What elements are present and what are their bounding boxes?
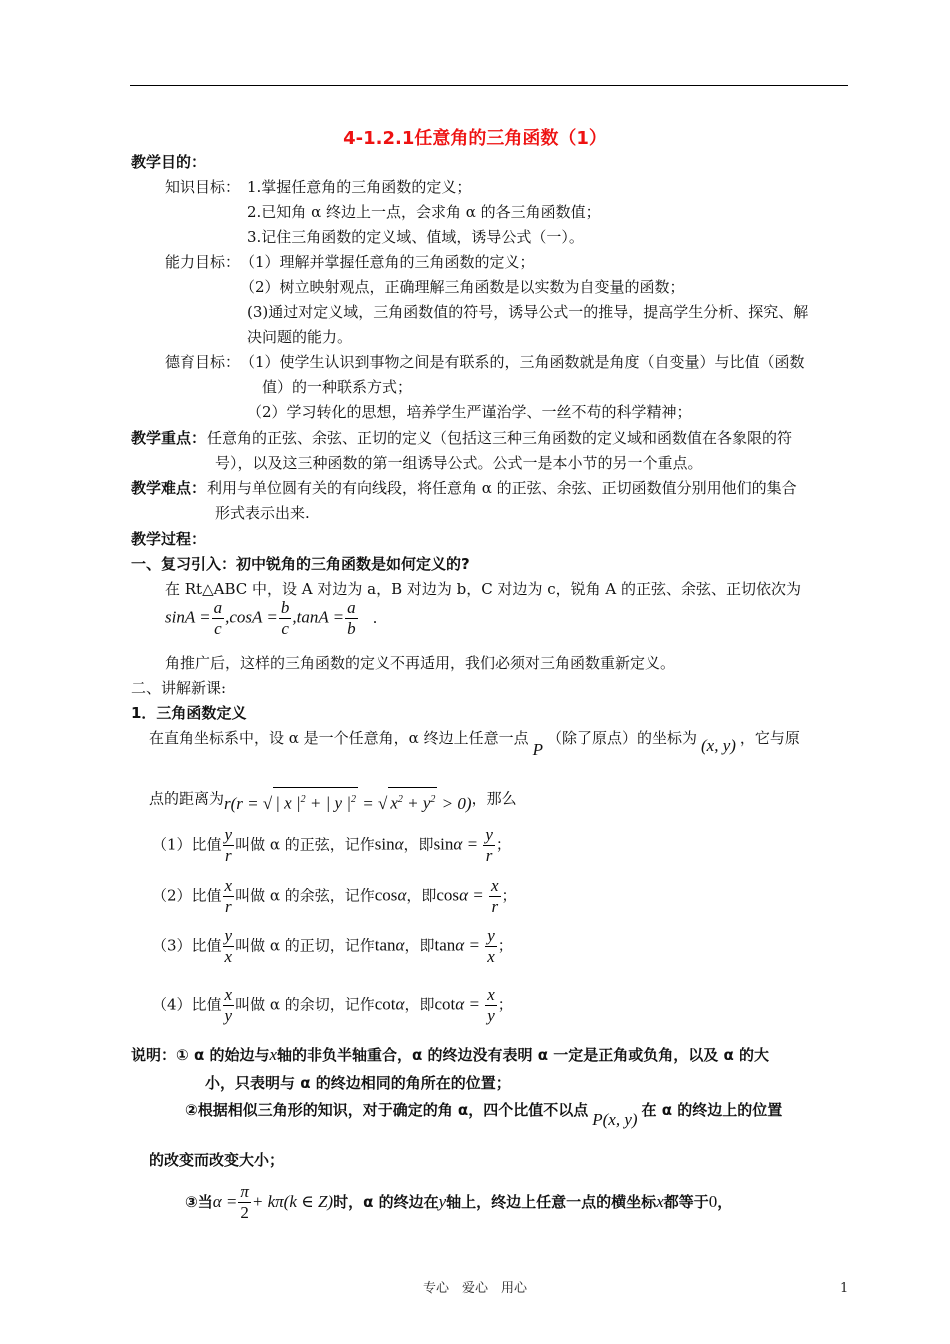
note-line: 小，只表明与 α 的终边相同的角所在的位置； bbox=[205, 1074, 511, 1092]
page-title: 4-1.2.1任意角的三角函数（1） bbox=[343, 128, 607, 149]
review-heading: 一、复习引入：初中锐角的三角函数是如何定义的? bbox=[131, 555, 470, 573]
knowledge-item: 2.已知角 α 终边上一点，会求角 α 的各三角函数值； bbox=[247, 203, 601, 221]
key-points-line: 号），以及这三种函数的第一组诱导公式。公式一是本小节的另一个重点。 bbox=[215, 454, 703, 472]
note-line: ③当α = $\frac{\pi}{2}$ + kπ(k ∈ Z)时，α 的终边在y轴上，终边上任意一点的横坐标x都等于0， bbox=[185, 1182, 733, 1222]
moral-item: 值）的一种联系方式； bbox=[262, 378, 413, 396]
knowledge-item: 1.掌握任意角的三角函数的定义； bbox=[247, 178, 472, 196]
definition-paragraph: 在直角坐标系中，设 α 是一个任意角，α 终边上任意一点P（除了原点）的坐标为 (x, y) ，它与原 bbox=[149, 729, 800, 759]
key-points-line: 任意角的正弦、余弦、正切的定义（包括这三种三角函数的定义域和函数值在各象限的符 bbox=[207, 429, 793, 447]
ability-item: (3)通过对定义域，三角函数值的符号，诱导公式一的推导，提高学生分析、探究、解 bbox=[247, 303, 809, 321]
difficulty-label: 教学难点： bbox=[131, 479, 207, 497]
moral-item: （1）使学生认识到事物之间是有联系的，三角函数就是角度（自变量）与比值（函数 bbox=[240, 353, 805, 371]
definition-item: （1）比值 $\frac{y}{r}$ 叫做 α 的正弦，记作sinα，即sinα = $\frac{y}{r}$ ； bbox=[152, 825, 511, 865]
footer-motto: 专心 爱心 用心 bbox=[422, 1281, 527, 1296]
goals-heading: 教学目的： bbox=[131, 153, 207, 171]
knowledge-label: 知识目标： bbox=[165, 178, 241, 196]
definition-item: （4）比值 $\frac{x}{y}$ 叫做 α 的余切，记作cotα，即cotα = $\frac{x}{y}$ ； bbox=[152, 985, 513, 1025]
ability-label: 能力目标： bbox=[165, 253, 241, 271]
process-heading: 教学过程： bbox=[131, 530, 207, 548]
moral-label: 德育目标： bbox=[165, 353, 241, 371]
difficulty-line: 形式表示出来. bbox=[215, 504, 310, 522]
moral-item: （2）学习转化的思想，培养学生严谨治学、一丝不苟的科学精神； bbox=[247, 403, 692, 421]
difficulty-line: 利用与单位圆有关的有向线段，将任意角 α 的正弦、余弦、正切函数值分别用他们的集合 bbox=[207, 479, 797, 497]
trig-ratio-formula: sinA = $\frac{a}{c}$ ,cosA = $\frac{b}{c}$ ,tanA = $\frac{a}{b}$ . bbox=[165, 598, 378, 638]
review-paragraph: 在 Rt△ABC 中，设 A 对边为 a，B 对边为 b，C 对边为 c，锐角 A 的正弦、余弦、正切依次为 bbox=[165, 580, 802, 598]
definition-item: （2）比值 $\frac{x}{r}$ 叫做 α 的余弦，记作cosα，即cosα = $\frac{x}{r}$ ； bbox=[152, 876, 517, 916]
definition-item: （3）比值 $\frac{y}{x}$ 叫做 α 的正切，记作tanα，即tanα = $\frac{y}{x}$ ； bbox=[152, 926, 513, 966]
ability-item: 决问题的能力。 bbox=[247, 328, 353, 346]
note-line: 的改变而改变大小； bbox=[149, 1151, 285, 1169]
knowledge-item: 3.记住三角函数的定义域、值域，诱导公式（一）。 bbox=[247, 228, 584, 246]
review-paragraph: 角推广后，这样的三角函数的定义不再适用，我们必须对三角函数重新定义。 bbox=[165, 654, 676, 672]
note-line: 说明：① α 的始边与x轴的非负半轴重合，α 的终边没有表明 α 一定是正角或负角，以及 α 的大 bbox=[131, 1045, 770, 1064]
new-lesson-heading: 二、讲解新课: bbox=[131, 679, 227, 697]
definition-subheading: 1．三角函数定义 bbox=[131, 704, 247, 722]
key-points-label: 教学重点： bbox=[131, 429, 207, 447]
ability-item: （2）树立映射观点，正确理解三角函数是以实数为自变量的函数； bbox=[240, 278, 685, 296]
distance-paragraph: 点的距离为r(r = √ | x $|^2$ + | y $|^2$ = √ $x^2 + y^2 > 0$)，那么 bbox=[149, 782, 517, 811]
page-number: 1 bbox=[840, 1281, 849, 1296]
note-line: ②根据相似三角形的知识，对于确定的角 α，四个比值不以点 P(x, y) 在 α 的终边上的位置 bbox=[185, 1101, 783, 1129]
header-rule bbox=[130, 85, 848, 86]
ability-item: （1）理解并掌握任意角的三角函数的定义； bbox=[240, 253, 535, 271]
